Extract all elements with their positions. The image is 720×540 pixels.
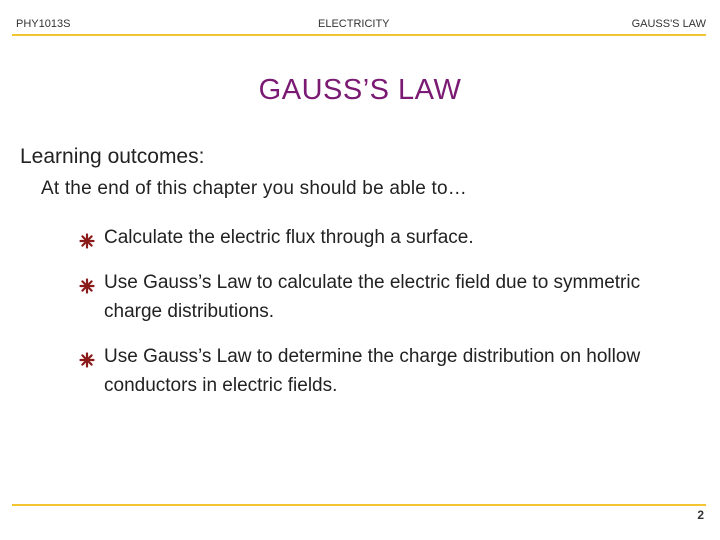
list-item bbox=[76, 223, 676, 252]
list-item bbox=[76, 342, 676, 400]
header-section: ELECTRICITY bbox=[318, 18, 390, 30]
footer-divider bbox=[12, 504, 706, 506]
page-number: 2 bbox=[697, 508, 704, 522]
list-item-text: Use Gauss’s Law to calculate the electric field due to symmetric charge distributions. bbox=[104, 272, 641, 322]
learning-outcomes-heading: Learning outcomes: bbox=[20, 145, 205, 168]
asterisk-icon bbox=[79, 229, 95, 245]
learning-outcomes-intro: At the end of this chapter you should be able to… bbox=[41, 178, 467, 199]
header-topic: GAUSS'S LAW bbox=[631, 18, 706, 30]
list-item bbox=[76, 268, 676, 326]
header-course-code: PHY1013S bbox=[16, 18, 71, 30]
header-divider bbox=[12, 34, 706, 36]
list-item-text: Use Gauss’s Law to determine the charge distribution on hollow conductors in electric fields. bbox=[104, 346, 641, 396]
list-item-text: Calculate the electric flux through a surface. bbox=[104, 227, 474, 248]
outcomes-list bbox=[76, 223, 676, 416]
asterisk-icon bbox=[79, 348, 95, 364]
slide-title: GAUSS’S LAW bbox=[258, 74, 462, 106]
asterisk-icon bbox=[79, 274, 95, 290]
